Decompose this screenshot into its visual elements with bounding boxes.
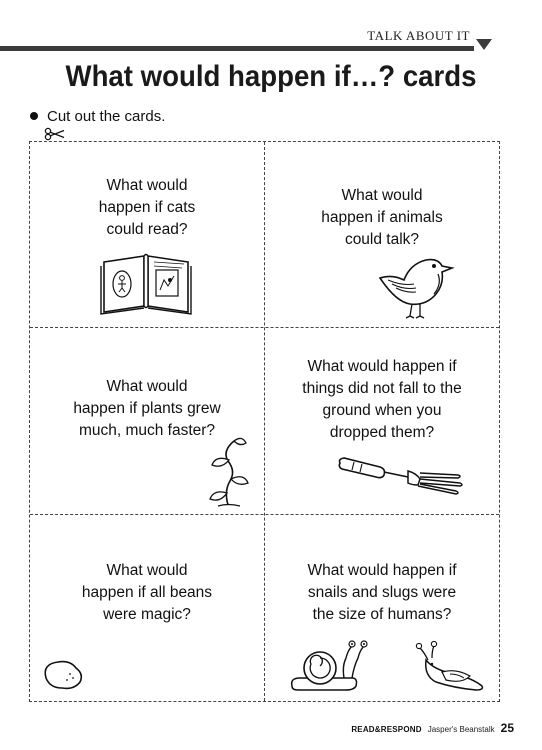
garden-fork-icon	[336, 455, 466, 501]
card-grid	[29, 141, 500, 702]
open-book-icon	[98, 250, 194, 316]
scissors-icon	[44, 127, 66, 141]
bullet-icon	[30, 112, 38, 120]
card-animals-talk	[264, 142, 500, 327]
snail-and-slug-icon	[286, 636, 492, 694]
card-text: What would happen if cats could read?	[98, 177, 196, 238]
card-text: What would happen if snails and slugs were the size of humans?	[307, 562, 457, 623]
page-title: What would happen if…? cards	[65, 60, 477, 93]
instruction-text: Cut out the cards.	[47, 107, 166, 125]
bean-sprout-icon	[206, 433, 252, 509]
card-text: What would happen if plants grew much, much faster?	[73, 378, 221, 439]
card-text: What would happen if things did not fall to the ground when you dropped them?	[302, 358, 462, 441]
down-triangle-icon	[474, 37, 494, 53]
card-snails-slugs	[264, 514, 500, 703]
card-things-fall	[264, 327, 500, 514]
card-cats-read	[30, 142, 264, 327]
card-beans-magic	[30, 514, 264, 703]
footer-brand: READ&RESPOND	[351, 725, 422, 734]
bean-icon	[40, 658, 86, 692]
robin-bird-icon	[376, 250, 456, 320]
footer	[351, 721, 514, 735]
top-rule	[0, 46, 474, 51]
page-number: 25	[500, 721, 514, 735]
footer-book-title: Jasper's Beanstalk	[427, 725, 495, 734]
instruction	[30, 106, 165, 126]
card-text: What would happen if animals could talk?	[321, 187, 443, 248]
section-tag: TALK ABOUT IT	[367, 28, 470, 43]
card-text: What would happen if all beans were magic?	[81, 562, 213, 623]
card-plants-grow	[30, 327, 264, 514]
